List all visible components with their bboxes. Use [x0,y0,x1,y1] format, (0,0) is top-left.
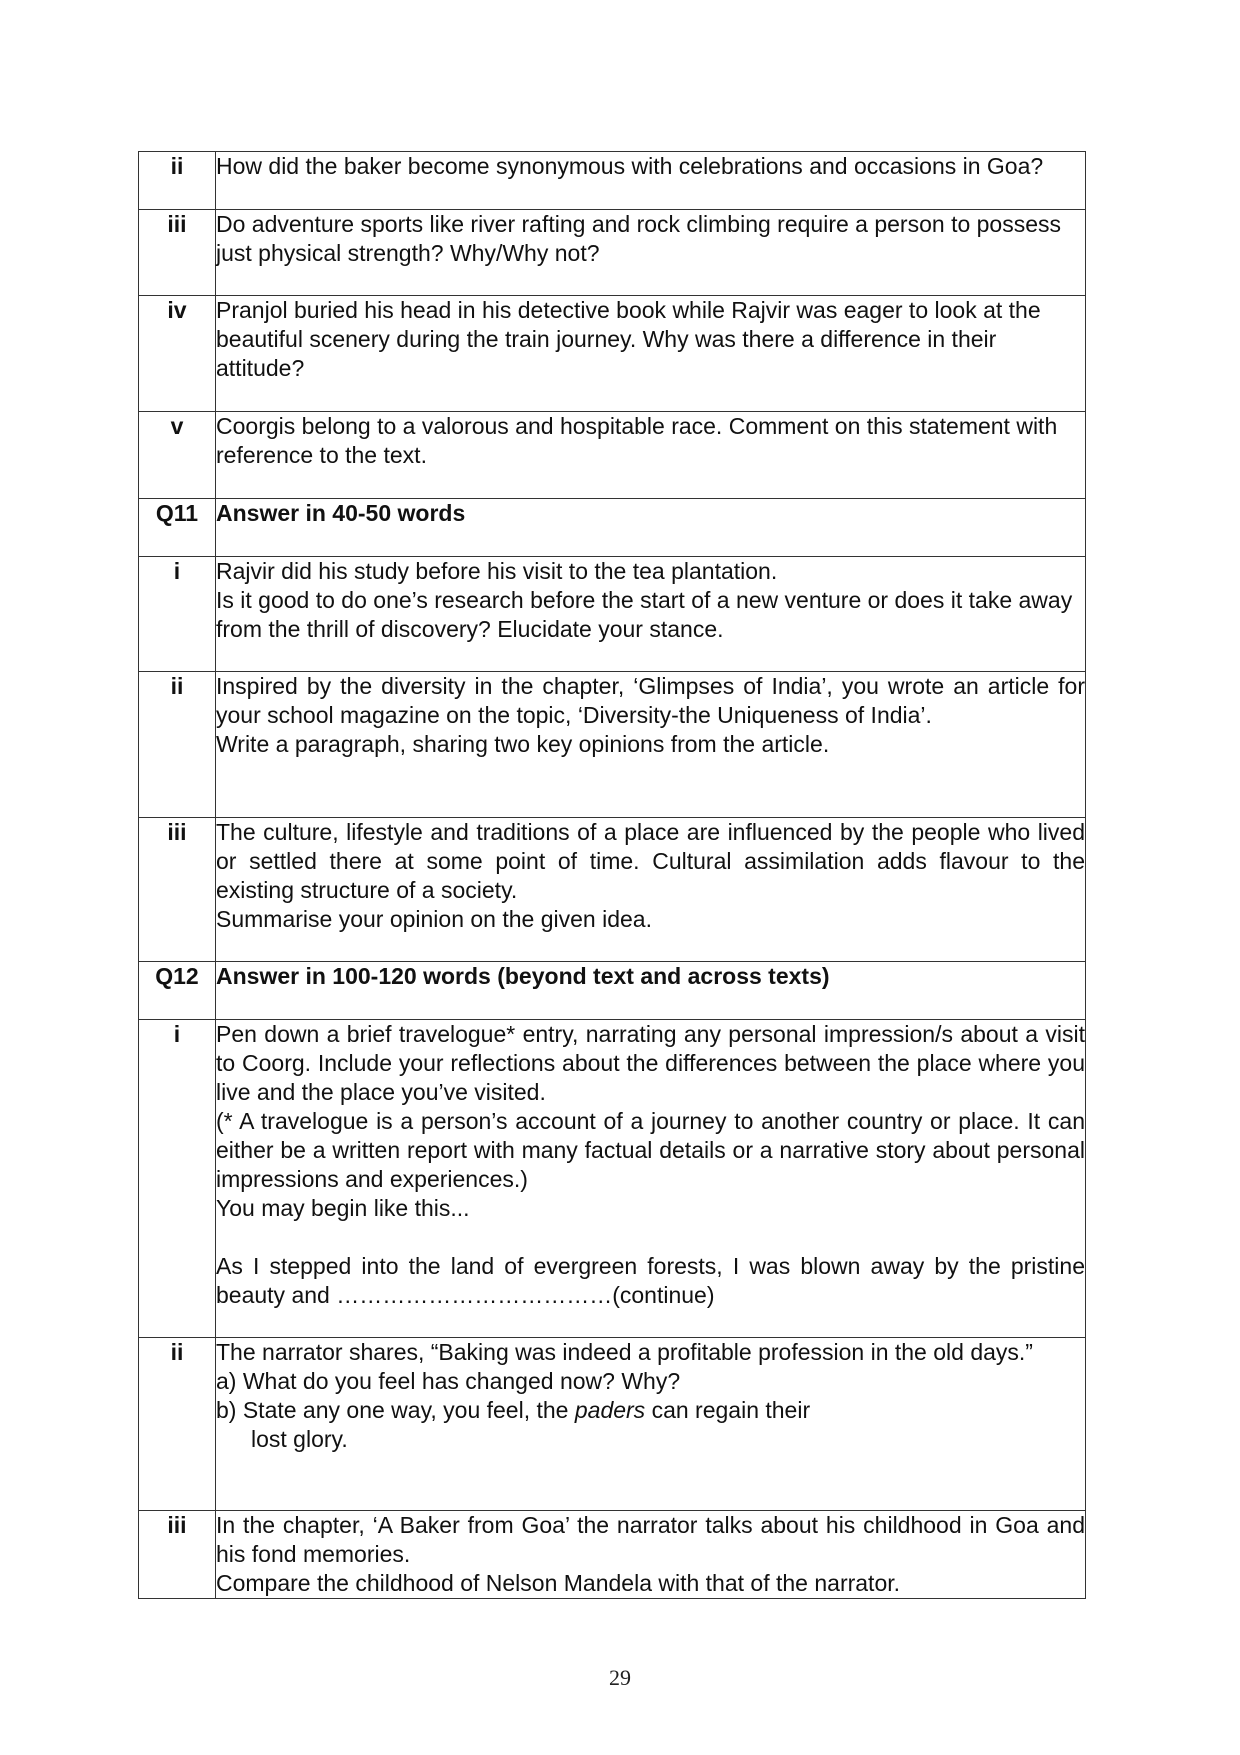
section-number: Q12 [139,962,216,1020]
question-text: The culture, lifestyle and traditions of a place are influenced by the people who lived or settled there at some point of time. Cultural assimilation adds flavour to the existing structure of a society. Summarise your opinion on the given idea. [216,818,1086,962]
question-row [139,672,1086,818]
section-heading: Answer in 40-50 words [216,499,1086,557]
section-heading-row [139,499,1086,557]
question-row [139,1020,1086,1338]
question-number: i [139,557,216,672]
question-text: Pranjol buried his head in his detective book while Rajvir was eager to look at the beautiful scenery during the train journey. Why was there a difference in their attitude? [216,296,1086,412]
question-row [139,1511,1086,1599]
question-row [139,818,1086,962]
question-row [139,557,1086,672]
question-row [139,1338,1086,1511]
question-text: The narrator shares, “Baking was indeed a profitable profession in the old days.” a) What do you feel has changed now? Why? b) State any one way, you feel, the paders can regain their lost glory. [216,1338,1086,1511]
question-number: iv [139,296,216,412]
section-heading: Answer in 100-120 words (beyond text and across texts) [216,962,1086,1020]
question-row [139,412,1086,499]
question-text: Coorgis belong to a valorous and hospitable race. Comment on this statement with reference to the text. [216,412,1086,499]
question-text: How did the baker become synonymous with celebrations and occasions in Goa? [216,152,1086,210]
section-heading-row [139,962,1086,1020]
question-row [139,210,1086,296]
italic-term: paders [574,1397,646,1423]
question-text: Rajvir did his study before his visit to the tea plantation. Is it good to do one’s research before the start of a new venture or does it take away from the thrill of discovery? Elucidate your stance. [216,557,1086,672]
question-row [139,152,1086,210]
question-number: i [139,1020,216,1338]
question-row [139,296,1086,412]
question-number: v [139,412,216,499]
question-table [138,151,1086,1599]
question-number: iii [139,818,216,962]
question-text: Pen down a brief travelogue* entry, narrating any personal impression/s about a visit to Coorg. Include your reflections about the differences between the place where you live and the place you’ve visited. (* A travelogue is a person’s account of a journey to another country or place. It can either be a written report with many factual details or a narrative story about personal impressions and experiences.) You may begin like this... As I stepped into the land of evergreen forests, I was blown away by the pristine beauty and ………………………………(continue) [216,1020,1086,1338]
question-text: In the chapter, ‘A Baker from Goa’ the narrator talks about his childhood in Goa and his fond memories. Compare the childhood of Nelson Mandela with that of the narrator. [216,1511,1086,1599]
question-number: ii [139,672,216,818]
section-number: Q11 [139,499,216,557]
question-text: Do adventure sports like river rafting and rock climbing require a person to possess just physical strength? Why/Why not? [216,210,1086,296]
page-number: 29 [609,1665,631,1690]
question-text: Inspired by the diversity in the chapter, ‘Glimpses of India’, you wrote an article for your school magazine on the topic, ‘Diversity-the Uniqueness of India’. Write a paragraph, sharing two key opinions from the article. [216,672,1086,818]
question-number: iii [139,1511,216,1599]
question-number: ii [139,1338,216,1511]
question-number: iii [139,210,216,296]
question-number: ii [139,152,216,210]
